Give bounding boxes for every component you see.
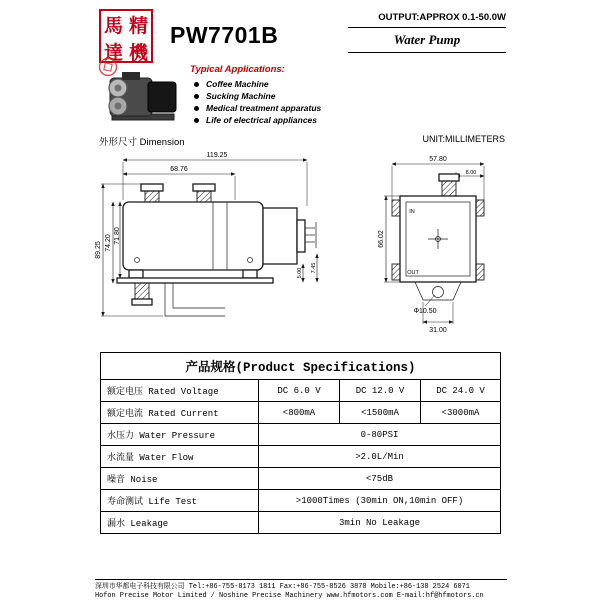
table-row: [101, 402, 501, 424]
dimension-unit-label: UNIT:MILLIMETERS: [422, 134, 505, 144]
dim-front-width-total: 119.25: [206, 152, 228, 159]
output-rating: OUTPUT:APPROX 0.1-50.0W: [348, 12, 506, 28]
dimension-drawing: [95, 148, 505, 350]
spec-table-title: 产品规格(Product Specifications): [101, 353, 501, 380]
table-row: [101, 468, 501, 490]
red-seal-stamp: [100, 59, 117, 76]
dim-front-height-b: 71.80: [114, 227, 121, 245]
model-number: PW7701B: [170, 22, 279, 48]
spec-label: 水流量 Water Flow: [101, 446, 259, 468]
dim-front-height-a: 74.20: [105, 234, 112, 252]
logo-char: 精: [128, 15, 148, 37]
footer-company-line: Hofon Precise Motor Limited / Noshine Precise Machinery www.hfmotors.com E-mail:hf@hfmotors.cn: [95, 591, 484, 600]
spec-label: 漏水 Leakage: [101, 512, 259, 534]
product-type: Water Pump: [348, 28, 506, 53]
table-row: [101, 380, 501, 402]
list-item: [190, 91, 410, 101]
logo-char: 馬: [103, 15, 123, 37]
dim-side-hole-dia: Φ10.50: [413, 308, 437, 315]
application-label: Sucking Machine: [206, 91, 276, 101]
table-row: [101, 490, 501, 512]
spec-value: <75dB: [259, 468, 501, 490]
bullet-icon: [194, 106, 199, 111]
spec-value: DC 6.0 V: [259, 380, 340, 402]
dim-front-height-total: 89.25: [95, 241, 102, 259]
logo-char: 機: [128, 42, 148, 64]
dim-front-offset-a: 5.00: [297, 267, 303, 279]
list-item: [190, 103, 410, 113]
typical-applications: [190, 64, 410, 127]
list-item: [190, 79, 410, 89]
spec-label: 寿命测试 Life Test: [101, 490, 259, 512]
spec-label: 水压力 Water Pressure: [101, 424, 259, 446]
spec-value: 3min No Leakage: [259, 512, 501, 534]
spec-value: <3000mA: [421, 402, 501, 424]
spec-value: <1500mA: [340, 402, 421, 424]
bullet-icon: [194, 82, 199, 87]
spec-label: 额定电压 Rated Voltage: [101, 380, 259, 402]
table-row: [101, 424, 501, 446]
dim-side-height-total: 66.02: [378, 230, 385, 248]
bullet-icon: [194, 94, 199, 99]
dim-side-nozzle-offset: 8.00: [465, 170, 477, 176]
dim-front-width-inner: 68.76: [170, 166, 188, 173]
brand-logo: [99, 9, 153, 63]
applications-title: Typical Applications:: [190, 64, 285, 75]
application-label: Medical treatment apparatus: [206, 103, 322, 113]
application-label: Coffee Machine: [206, 79, 269, 89]
bullet-icon: [194, 118, 199, 123]
spec-value: DC 12.0 V: [340, 380, 421, 402]
spec-table: [100, 352, 501, 534]
spec-value: <800mA: [259, 402, 340, 424]
spec-label: 额定电流 Rated Current: [101, 402, 259, 424]
spec-value: >2.0L/Min: [259, 446, 501, 468]
spec-value: >1000Times (30min ON,10min OFF): [259, 490, 501, 512]
dim-side-width-total: 57.80: [429, 156, 447, 163]
list-item: [190, 115, 410, 125]
table-row: [101, 512, 501, 534]
header-right: [348, 12, 506, 53]
port-in-label: IN: [409, 209, 415, 215]
logo-char: 達: [103, 42, 123, 64]
dim-side-width-bottom: 31.00: [429, 327, 447, 334]
spec-value: DC 24.0 V: [421, 380, 501, 402]
page-footer: [95, 579, 507, 600]
side-view: [378, 156, 484, 334]
application-label: Life of electrical appliances: [206, 115, 318, 125]
footer-contact-line: 深圳市华都电子科技有限公司 Tel:+86-755-8173 1811 Fax:+86-755-8526 3878 Mobile:+86-138 2524 6071: [95, 583, 470, 591]
port-out-label: OUT: [407, 270, 419, 276]
front-view: [95, 152, 317, 316]
dimension-section-label: 外形尺寸 Dimension: [99, 137, 185, 148]
table-row: [101, 353, 501, 380]
product-photo: [96, 58, 184, 130]
dim-front-offset-b: 7.45: [311, 262, 317, 274]
spec-label: 噪音 Noise: [101, 468, 259, 490]
table-row: [101, 446, 501, 468]
spec-value: 0-80PSI: [259, 424, 501, 446]
